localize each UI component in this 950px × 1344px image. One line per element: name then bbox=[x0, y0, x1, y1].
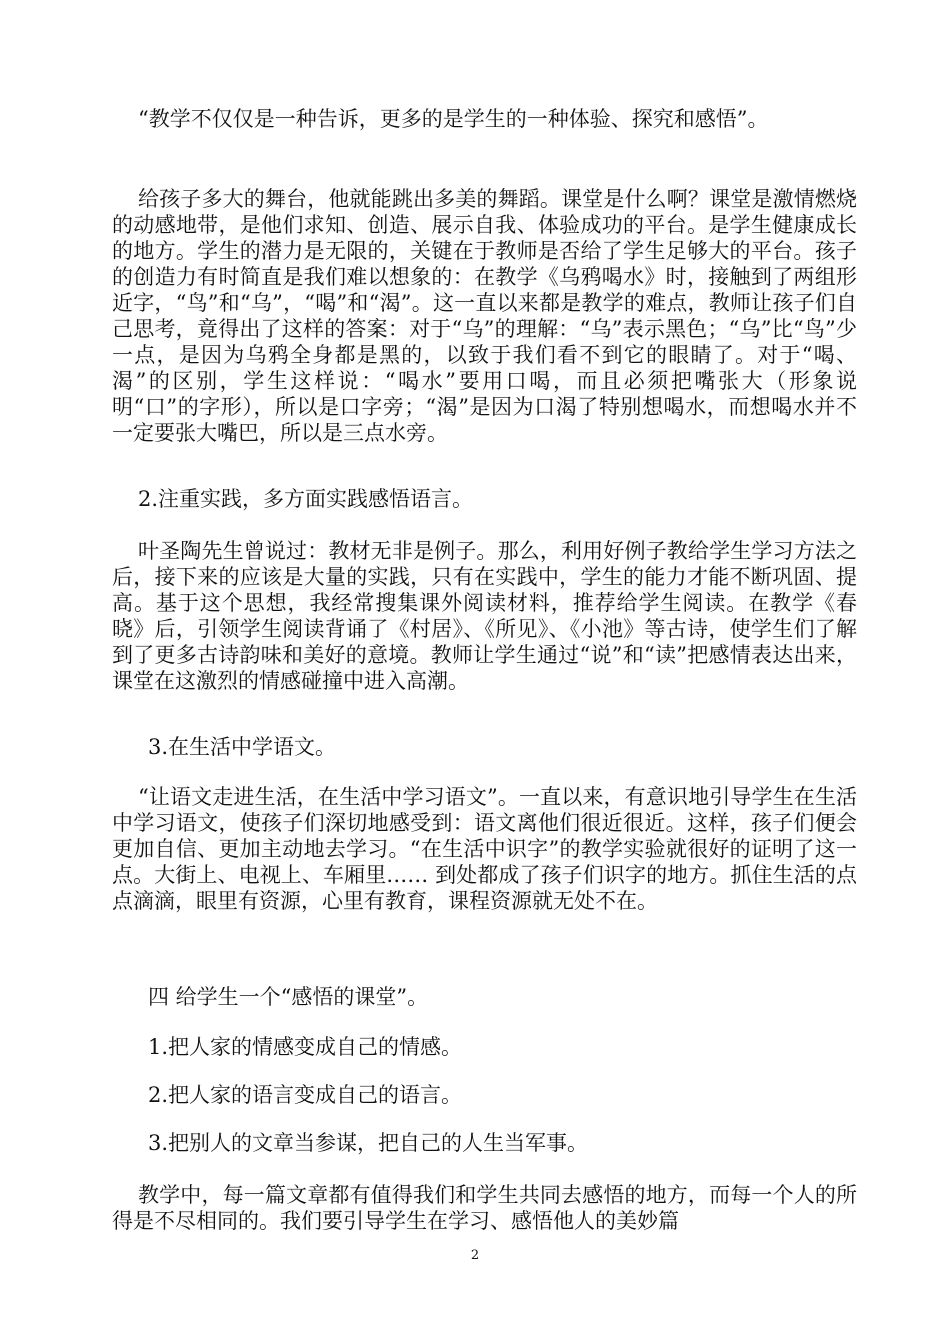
page-number: 2 bbox=[470, 1248, 480, 1263]
paragraph-quote: “教学不仅仅是一种告诉，更多的是学生的一种体验、探究和感悟”。 bbox=[138, 107, 769, 131]
paragraph-ye-shengtao: 叶圣陶先生曾说过：教材无非是例子。那么，利用好例子教给学生学习方法之后，接下来的应该是大量的实践，只有在实践中，学生的能力才能不断巩固、提高。基于这个思想，我经常搜集课外阅读材料，推荐给学生阅读。在教学《春晓》后，引领学生阅读背诵了《村居》、《所见》、《小池》等古诗，使学生们了解到了更多古诗韵味和美好的意境。教师让学生通过“说”和“读”把感情表达出来，课堂在这激烈的情感碰撞中进入高潮。 bbox=[112, 539, 857, 693]
paragraph-teaching: 教学中，每一篇文章都有值得我们和学生共同去感悟的地方，而每一个人的所得是不尽相同的。我们要引导学生在学习、感悟他人的美妙篇 bbox=[112, 1183, 857, 1233]
list-item-article: 3.把别人的文章当参谋，把自己的人生当军事。 bbox=[148, 1131, 589, 1155]
heading-life-learning: 3.在生活中学语文。 bbox=[148, 735, 337, 759]
paragraph-stage: 给孩子多大的舞台，他就能跳出多美的舞蹈。课堂是什么啊？课堂是激情燃烧的动感地带，是他们求知、创造、展示自我、体验成功的平台。是学生健康成长的地方。学生的潜力是无限的，关键在于教师是否给了学生足够大的平台。孩子的创造力有时简直是我们难以想象的：在教学《乌鸦喝水》时，接触到了两组形近字，“鸟”和“乌”，“喝”和“渴”。这一直以来都是教学的难点，教师让孩子们自己思考，竟得出了这样的答案：对于“乌”的理解：“乌”表示黑色；“乌”比“鸟”少一点，是因为乌鸦全身都是黑的，以致于我们看不到它的眼睛了。对于“喝、渴”的区别，学生这样说：“喝水”要用口喝，而且必须把嘴张大（形象说明“口”的字形），所以是口字旁；“渴”是因为口渴了特别想喝水，而想喝水并不一定要张大嘴巴，所以是三点水旁。 bbox=[112, 187, 857, 445]
list-item-language: 2.把人家的语言变成自己的语言。 bbox=[148, 1083, 463, 1107]
paragraph-life-chinese: “让语文走进生活，在生活中学习语文”。一直以来，有意识地引导学生在生活中学习语文，使孩子们深切地感受到：语文离他们很近很近。这样，孩子们便会更加自信、更加主动地去学习。“在生活中识字”的教学实验就很好的证明了这一点。大街上、电视上、车厢里…… 到处都成了孩子们识字的地方。抓住生活的点点滴滴，眼里有资源，心里有教育，课程资源就无处不在。 bbox=[112, 785, 857, 913]
heading-insight-classroom: 四 给学生一个“感悟的课堂”。 bbox=[148, 985, 429, 1009]
list-item-emotion: 1.把人家的情感变成自己的情感。 bbox=[148, 1035, 463, 1059]
heading-practice: 2.注重实践，多方面实践感悟语言。 bbox=[138, 487, 474, 511]
